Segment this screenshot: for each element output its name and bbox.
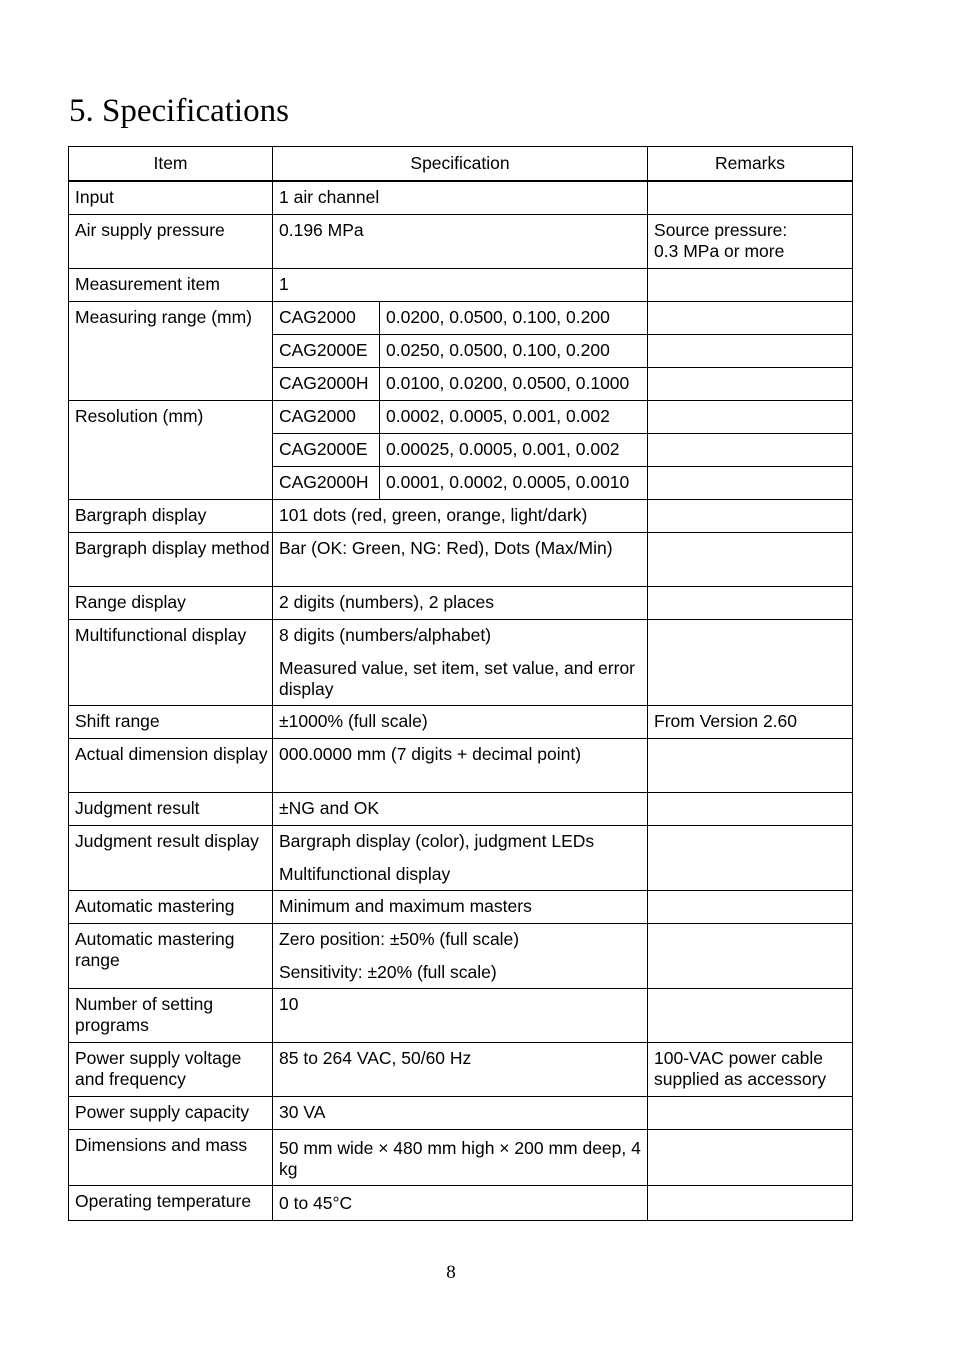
row-remarks — [648, 532, 853, 586]
row-remarks — [648, 988, 853, 1042]
header-specification: Specification — [273, 147, 648, 182]
row-remarks — [648, 1096, 853, 1129]
model-cell: CAG2000E — [273, 433, 380, 466]
row-spec: 10 — [273, 988, 648, 1042]
row-spec: 2 digits (numbers), 2 places — [273, 586, 648, 619]
table-row — [69, 268, 853, 301]
spec-line: Measured value, set item, set value, and error display — [279, 657, 636, 699]
row-remarks — [648, 890, 853, 923]
table-row — [69, 825, 853, 890]
row-remarks — [648, 586, 853, 619]
value-cell: 0.00025, 0.0005, 0.001, 0.002 — [380, 433, 648, 466]
spec-line: Multifunctional display — [279, 863, 451, 884]
value-cell: 0.0250, 0.0500, 0.100, 0.200 — [380, 334, 648, 367]
value-cell: 0.0001, 0.0002, 0.0005, 0.0010 — [380, 466, 648, 499]
row-item: Multifunctional display — [69, 619, 273, 705]
row-spec: Minimum and maximum masters — [273, 890, 648, 923]
row-remarks — [648, 334, 853, 367]
row-spec: 1 air channel — [273, 181, 648, 214]
row-item: Range display — [69, 586, 273, 619]
row-remarks — [648, 1129, 853, 1185]
row-spec: Bar (OK: Green, NG: Red), Dots (Max/Min) — [273, 532, 648, 586]
spec-text: 0 to 45°C — [279, 1192, 353, 1213]
row-item: Power supply voltage and frequency — [69, 1042, 273, 1096]
table-row — [69, 1096, 853, 1129]
row-item: Measurement item — [69, 268, 273, 301]
row-spec: 1 — [273, 268, 648, 301]
row-remarks — [648, 923, 853, 988]
row-spec — [273, 825, 648, 890]
row-remarks: From Version 2.60 — [648, 705, 853, 738]
table-row — [69, 214, 853, 268]
table-row — [69, 1185, 853, 1220]
row-remarks — [648, 214, 853, 268]
table-row — [69, 738, 853, 792]
table-row — [69, 923, 853, 988]
header-item: Item — [69, 147, 273, 182]
specifications-table — [68, 146, 853, 1221]
table-header-row — [69, 147, 853, 182]
row-spec: 101 dots (red, green, orange, light/dark) — [273, 499, 648, 532]
row-remarks — [648, 400, 853, 433]
row-spec — [273, 923, 648, 988]
row-item: Bargraph display method — [69, 532, 273, 586]
model-cell: CAG2000E — [273, 334, 380, 367]
table-row — [69, 301, 853, 334]
row-remarks — [648, 433, 853, 466]
page-title: 5. Specifications — [69, 93, 289, 129]
row-remarks — [648, 466, 853, 499]
row-item: Measuring range (mm) — [69, 301, 273, 400]
row-remarks — [648, 268, 853, 301]
row-item: Judgment result display — [69, 825, 273, 890]
row-remarks — [648, 738, 853, 792]
row-item: Air supply pressure — [69, 214, 273, 268]
row-remarks — [648, 367, 853, 400]
row-remarks — [648, 499, 853, 532]
value-cell: 0.0100, 0.0200, 0.0500, 0.1000 — [380, 367, 648, 400]
table-row — [69, 532, 853, 586]
row-item: Automatic mastering range — [69, 923, 273, 988]
spec-line: Zero position: ±50% (full scale) — [279, 928, 520, 949]
header-remarks: Remarks — [648, 147, 853, 182]
spec-line: Bargraph display (color), judgment LEDs — [279, 830, 595, 851]
row-remarks — [648, 619, 853, 705]
row-item: Resolution (mm) — [69, 400, 273, 499]
table-row — [69, 890, 853, 923]
spec-line: Sensitivity: ±20% (full scale) — [279, 961, 497, 982]
table-row — [69, 705, 853, 738]
table-row — [69, 499, 853, 532]
row-spec — [273, 1185, 648, 1220]
row-remarks: 100-VAC power cable supplied as accessory — [648, 1042, 853, 1096]
row-item: Bargraph display — [69, 499, 273, 532]
row-remarks — [648, 792, 853, 825]
table-row — [69, 400, 853, 433]
row-remarks — [648, 181, 853, 214]
row-item: Shift range — [69, 705, 273, 738]
row-spec — [273, 619, 648, 705]
table-row — [69, 619, 853, 705]
table-row — [69, 586, 853, 619]
model-cell: CAG2000 — [273, 301, 380, 334]
row-spec: ±1000% (full scale) — [273, 705, 648, 738]
row-spec: 000.0000 mm (7 digits + decimal point) — [273, 738, 648, 792]
model-cell: CAG2000 — [273, 400, 380, 433]
row-item: Dimensions and mass — [69, 1129, 273, 1185]
spec-text: 50 mm wide × 480 mm high × 200 mm deep, 4 kg — [279, 1137, 641, 1179]
row-spec: 85 to 264 VAC, 50/60 Hz — [273, 1042, 648, 1096]
spec-line: 8 digits (numbers/alphabet) — [279, 624, 492, 645]
row-spec: ±NG and OK — [273, 792, 648, 825]
row-item: Power supply capacity — [69, 1096, 273, 1129]
table-row — [69, 792, 853, 825]
table-row — [69, 1042, 853, 1096]
table-row — [69, 988, 853, 1042]
page-number: 8 — [446, 1262, 456, 1283]
value-cell: 0.0200, 0.0500, 0.100, 0.200 — [380, 301, 648, 334]
row-remarks — [648, 825, 853, 890]
row-item: Number of setting programs — [69, 988, 273, 1042]
row-item: Operating temperature — [69, 1185, 273, 1220]
model-cell: CAG2000H — [273, 466, 380, 499]
row-item: Actual dimension display — [69, 738, 273, 792]
row-item: Judgment result — [69, 792, 273, 825]
remarks-line: 0.3 MPa or more — [654, 240, 785, 261]
row-item: Automatic mastering — [69, 890, 273, 923]
row-spec — [273, 1129, 648, 1185]
row-remarks — [648, 1185, 853, 1220]
row-spec: 30 VA — [273, 1096, 648, 1129]
model-cell: CAG2000H — [273, 367, 380, 400]
table-row — [69, 1129, 853, 1185]
remarks-line: Source pressure: — [654, 219, 788, 240]
row-item: Input — [69, 181, 273, 214]
value-cell: 0.0002, 0.0005, 0.001, 0.002 — [380, 400, 648, 433]
table-row — [69, 181, 853, 214]
row-remarks — [648, 301, 853, 334]
row-spec: 0.196 MPa — [273, 214, 648, 268]
